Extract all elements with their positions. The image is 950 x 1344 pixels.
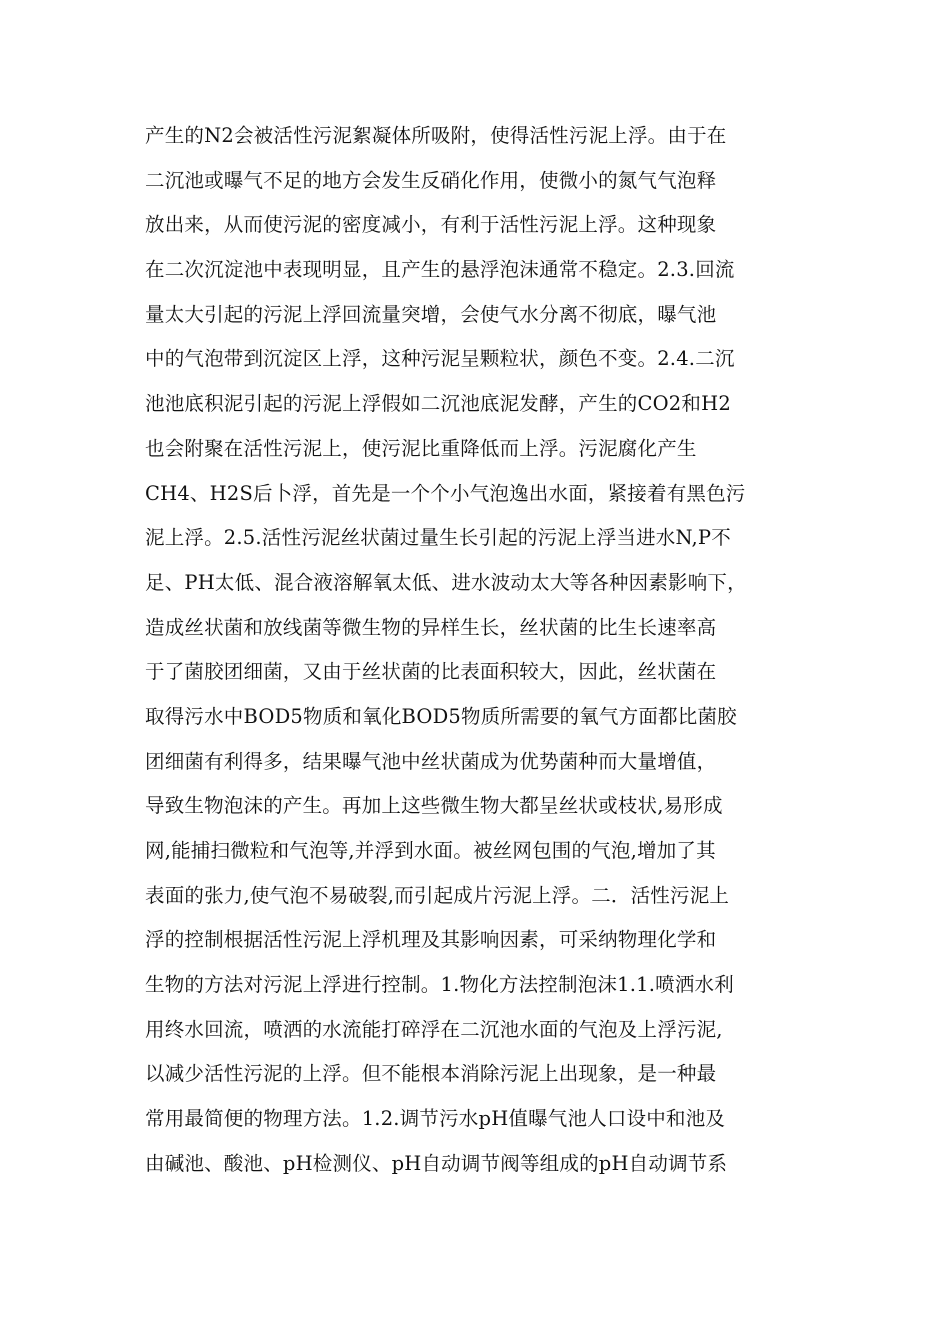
text-line: 以减少活性污泥的上浮。但不能根本消除污泥上出现象，是一种最 (145, 1062, 717, 1086)
text-line: 二沉池或曝气不足的地方会发生反硝化作用，使微小的氮气气泡释 (145, 168, 717, 192)
text-line: 在二次沉淀池中表现明显，且产生的悬浮泡沫通常不稳定。2.3.回流 (145, 258, 735, 282)
text-line: 量太大引起的污泥上浮回流量突增，会使气水分离不彻底，曝气池 (145, 302, 717, 326)
text-line: 于了菌胶团细菌，又由于丝状菌的比表面积较大，因此，丝状菌在 (145, 660, 717, 684)
text-line: 生物的方法对污泥上浮进行控制。1.物化方法控制泡沫1.1.喷洒水利 (145, 973, 734, 997)
text-line: 用终水回流，喷洒的水流能打碎浮在二沉池水面的气泡及上浮污泥, (145, 1017, 723, 1041)
body-text (145, 114, 825, 1187)
text-line: 常用最简便的物理方法。1.2.调节污水pH值曝气池人口设中和池及 (145, 1107, 726, 1131)
text-line: 导致生物泡沫的产生。再加上这些微生物大都呈丝状或枝状,易形成 (145, 794, 723, 818)
text-line: 产生的N2会被活性污泥絮凝体所吸附，使得活性污泥上浮。由于在 (145, 124, 727, 147)
text-line: 足、PH太低、混合液溶解氧太低、进水波动太大等各种因素影响下， (145, 570, 747, 594)
text-line: 取得污水中BOD5物质和氧化BOD5物质所需要的氧气方面都比菌胶 (145, 704, 737, 728)
text-line: 造成丝状菌和放线菌等微生物的异样生长，丝状菌的比生长速率高 (145, 615, 717, 639)
text-line: 浮的控制根据活性污泥上浮机理及其影响因素，可采纳物理化学和 (145, 928, 717, 952)
text-line: 由碱池、酸池、pH检测仪、pH自动调节阀等组成的pH自动调节系 (145, 1151, 728, 1175)
text-line: 池池底积泥引起的污泥上浮假如二沉池底泥发酵，产生的CO2和H2 (145, 392, 731, 416)
text-line: 中的气泡带到沉淀区上浮，这种污泥呈颗粒状，颜色不变。2.4.二沉 (145, 347, 735, 371)
text-line: 泥上浮。2.5.活性污泥丝状菌过量生长引起的污泥上浮当进水N,P不 (145, 526, 731, 550)
text-line: CH4、H2S后卜浮，首先是一个个小气泡逸出水面，紧接着有黑色污 (145, 481, 746, 505)
text-line: 团细菌有利得多，结果曝气池中丝状菌成为优势菌种而大量增值， (145, 749, 717, 773)
text-line: 网,能捕扫微粒和气泡等,并浮到水面。被丝网包围的气泡,增加了其 (145, 839, 716, 862)
text-line: 放出来，从而使污泥的密度减小，有利于活性污泥上浮。这种现象 (145, 213, 717, 237)
text-line: 表面的张力,使气泡不易破裂,而引起成片污泥上浮。二．活性污泥上 (145, 883, 730, 907)
text-line: 也会附聚在活性污泥上，使污泥比重降低而上浮。污泥腐化产生 (145, 436, 697, 460)
